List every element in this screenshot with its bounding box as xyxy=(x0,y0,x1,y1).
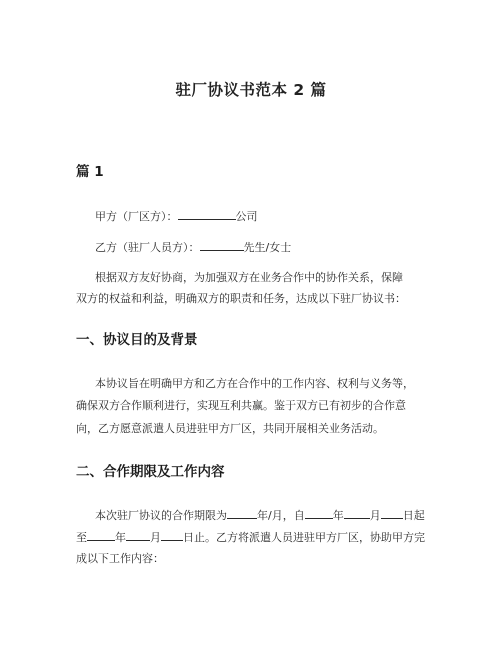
section-1-heading: 一、协议目的及背景 xyxy=(76,332,198,348)
term-text-c: 年 xyxy=(332,509,344,522)
term-text-h: 月 xyxy=(150,531,161,544)
term-length-blank xyxy=(227,505,257,519)
term-text-d: 月 xyxy=(369,509,381,522)
party-b-label: 乙方（驻厂人员方）： xyxy=(95,241,200,254)
intro-line-1: 根据双方友好协商，为加强双方在业务合作中的协作关系，保障 xyxy=(95,271,403,284)
section-2-line-3: 成以下工作内容： xyxy=(76,552,164,565)
party-b-suffix: 先生/女士 xyxy=(243,241,292,254)
party-b-line xyxy=(95,237,291,258)
party-a-suffix: 公司 xyxy=(235,210,258,223)
section-1-line-2: 确保双方合作顺利进行，实现互利共赢。鉴于双方已有初步的合作意 xyxy=(76,399,406,412)
end-day-blank xyxy=(161,527,183,541)
start-year-blank xyxy=(305,505,333,519)
section-2-line-2 xyxy=(76,527,425,548)
term-text-a: 本次驻厂协议的合作期限为 xyxy=(95,509,227,522)
term-text-e: 日起 xyxy=(402,509,425,522)
section-2-line-1 xyxy=(95,505,425,526)
party-a-label: 甲方（厂区方）： xyxy=(95,210,178,223)
end-month-blank xyxy=(126,527,150,541)
section-1-line-3: 向，乙方愿意派遣人员进驻甲方厂区，共同开展相关业务活动。 xyxy=(76,422,384,435)
end-year-blank xyxy=(87,527,115,541)
section-1-line-1: 本协议旨在明确甲方和乙方在合作中的工作内容、权利与义务等， xyxy=(95,377,414,390)
part-heading: 篇 1 xyxy=(76,164,104,180)
start-month-blank xyxy=(344,505,370,519)
term-text-i: 日止。乙方将派遣人员进驻甲方厂区，协助甲方完 xyxy=(183,531,425,544)
term-text-f: 至 xyxy=(76,531,87,544)
start-day-blank xyxy=(381,505,403,519)
section-2-heading: 二、合作期限及工作内容 xyxy=(76,464,225,480)
party-a-line xyxy=(95,206,258,227)
party-a-blank xyxy=(178,206,236,220)
party-b-blank xyxy=(200,237,244,251)
term-text-g: 年 xyxy=(115,531,126,544)
intro-line-2: 双方的权益和利益，明确双方的职责和任务，达成以下驻厂协议书： xyxy=(76,292,406,305)
term-text-b: 年/月，自 xyxy=(257,509,305,522)
document-title: 驻厂协议书范本 2 篇 xyxy=(175,81,327,99)
